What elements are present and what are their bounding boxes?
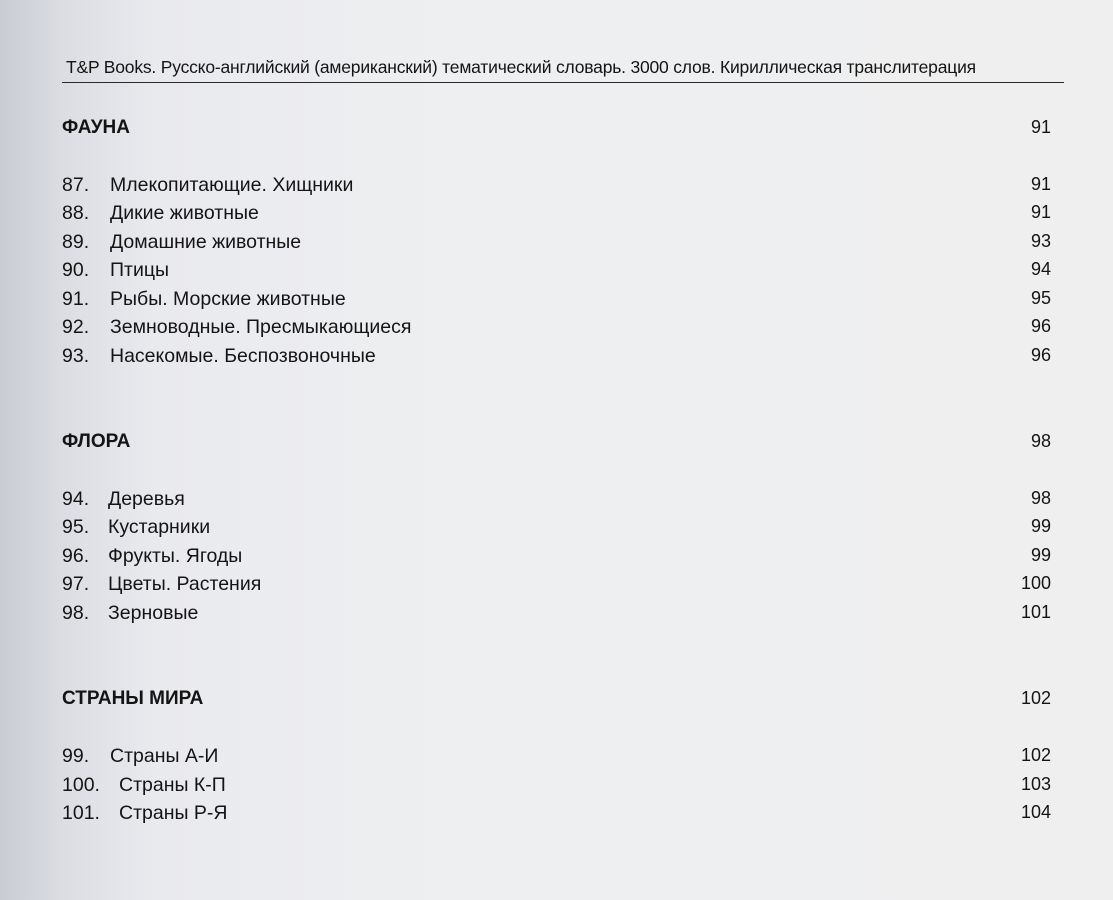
toc-entry (0, 488, 1113, 514)
toc-entry (0, 345, 1113, 371)
entry-title: Кустарники (108, 516, 211, 538)
page-number: 102 (1020, 688, 1051, 708)
toc-entry (0, 545, 1113, 571)
page-number: 103 (1020, 774, 1051, 794)
toc-entry (0, 288, 1113, 314)
entry-number: 97. (62, 573, 90, 595)
entry-title: Насекомые. Беспозвоночные (110, 345, 376, 367)
section-heading (0, 431, 1113, 457)
entry-number: 91. (62, 288, 90, 310)
page-number: 102 (1020, 745, 1051, 765)
entry-title: Дикие животные (110, 202, 259, 224)
entry-title: Страны А-И (110, 745, 219, 767)
section-heading (0, 117, 1113, 143)
entry-number: 95. (62, 516, 90, 538)
page-number: 91 (1030, 117, 1051, 137)
page-number: 98 (1030, 431, 1051, 451)
toc-entry (0, 602, 1113, 628)
entry-title: Птицы (110, 259, 170, 281)
entry-title: Домашние животные (110, 231, 302, 253)
section-title: ФАУНА (62, 117, 131, 138)
page-number: 95 (1030, 288, 1051, 308)
entry-number: 94. (62, 488, 90, 510)
entry-title: Земноводные. Пресмыкающиеся (110, 316, 412, 338)
entry-number: 88. (62, 202, 90, 224)
header-rule (62, 82, 1064, 83)
toc-entry (0, 202, 1113, 228)
toc-entry (0, 516, 1113, 542)
page-number: 94 (1030, 259, 1051, 279)
toc-entry (0, 745, 1113, 771)
toc-entry (0, 259, 1113, 285)
page-number: 99 (1030, 545, 1051, 565)
page-number: 96 (1030, 345, 1051, 365)
entry-number: 92. (62, 316, 90, 338)
page-number: 91 (1030, 174, 1051, 194)
section-title: СТРАНЫ МИРА (62, 688, 204, 709)
entry-title: Рыбы. Морские животные (110, 288, 346, 310)
page-number: 91 (1030, 202, 1051, 222)
entry-number: 99. (62, 745, 90, 767)
section-heading (0, 688, 1113, 714)
toc-entry (0, 802, 1113, 828)
entry-title: Фрукты. Ягоды (108, 545, 243, 567)
entry-title: Страны К-П (119, 774, 226, 796)
entry-number: 98. (62, 602, 90, 624)
page-number: 99 (1030, 516, 1051, 536)
toc-entry (0, 174, 1113, 200)
entry-title: Млекопитающие. Хищники (110, 174, 354, 196)
entry-title: Страны Р-Я (119, 802, 228, 824)
entry-number: 89. (62, 231, 90, 253)
entry-number: 96. (62, 545, 90, 567)
entry-number: 87. (62, 174, 90, 196)
entry-number: 100. (62, 774, 100, 796)
entry-number: 101. (62, 802, 100, 824)
toc-entry (0, 231, 1113, 257)
toc-entry (0, 316, 1113, 342)
page-number: 96 (1030, 316, 1051, 336)
entry-title: Зерновые (108, 602, 199, 624)
page-number: 100 (1020, 573, 1051, 593)
entry-number: 90. (62, 259, 90, 281)
page-number: 101 (1020, 602, 1051, 622)
section-title: ФЛОРА (62, 431, 131, 452)
toc-entry (0, 573, 1113, 599)
entry-title: Цветы. Растения (108, 573, 262, 595)
entry-title: Деревья (108, 488, 185, 510)
page-number: 98 (1030, 488, 1051, 508)
running-header: T&P Books. Русско-английский (американский) тематический словарь. 3000 слов. Кириллическая транслитерация (66, 57, 976, 77)
page-number: 93 (1030, 231, 1051, 251)
toc-entry (0, 774, 1113, 800)
page-number: 104 (1020, 802, 1051, 822)
entry-number: 93. (62, 345, 90, 367)
